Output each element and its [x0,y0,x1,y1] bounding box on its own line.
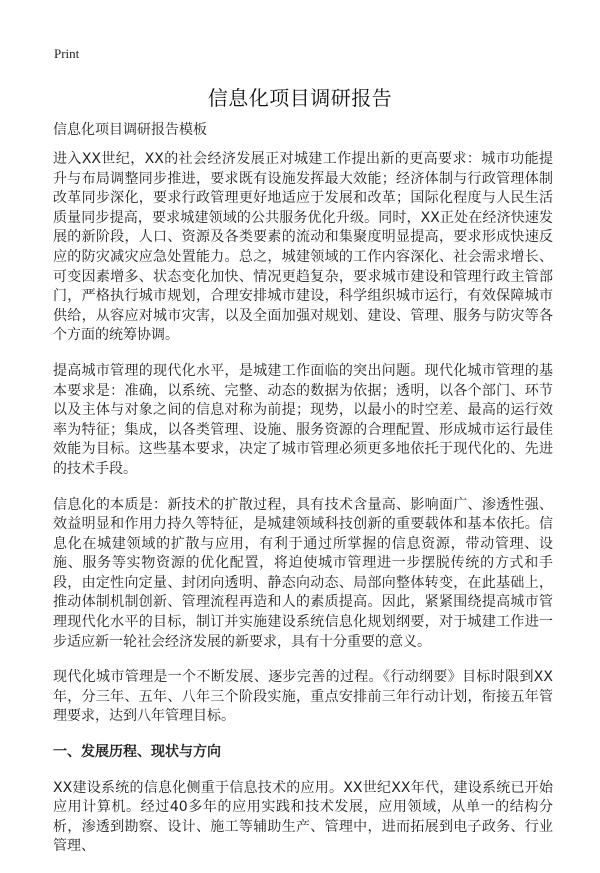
document-body [53,150,553,873]
section-heading: 一、发展历程、现状与方向 [53,744,221,761]
paragraph-3: 信息化的本质是：新技术的扩散过程，具有技术含量高、影响面广、渗透性强、效益明显和作用力持久等特征，是城建领域科技创新的重要载体和基本依托。信息化在城建领域的扩散与应用，有利于通过所掌握的信息资源，带动管理、设施、服务等实物资源的优化配置，将迫使城市管理进一步摆脱传统的方式和手段，由定性向定量、封闭向透明、静态向动态、局部向整体转变，在此基础上，推动体制机制创新、管理流程再造和人的素质提高。因此，紧紧围绕提高城市管理现代化水平的目标，制订并实施建设系统信息化规划纲要，对于城建工作进一步适应新一轮社会经济发展的新要求，具有十分重要的意义。 [53,496,553,650]
document-subtitle: 信息化项目调研报告模板 [53,122,207,138]
paragraph-4: 现代化城市管理是一个不断发展、逐步完善的过程。《行动纲要》目标时限到XX年，分三年、五年、八年三个阶段实施，重点安排前三年行动计划，衔接五年管理要求，达到八年管理目标。 [53,669,553,725]
paragraph-2: 提高城市管理的现代化水平，是城建工作面临的突出问题。现代化城市管理的基本要求是：准确，以系统、完整、动态的数据为依据；透明，以各个部门、环节以及主体与对象之间的信息对称为前提；现势，以最小的时空差、最高的运行效率为特征；集成，以各类管理、设施、服务资源的合理配置、形成城市运行最佳效能为目标。这些基本要求，决定了城市管理必须更多地依托于现代化的、先进的技术手段。 [53,362,553,477]
print-link[interactable]: Print [54,46,80,61]
document-title: 信息化项目调研报告 [207,86,393,110]
section-paragraph: XX建设系统的信息化侧重于信息技术的应用。XX世纪XX年代，建设系统已开始应用计算机。经过40多年的应用实践和技术发展，应用领域，从单一的结构分析，渗透到勘察、设计、施工等辅助生产、管理中，进而拓展到电子政务、行业管理、 [53,779,553,855]
paragraph-1: 进入XX世纪，XX的社会经济发展正对城建工作提出新的更高要求：城市功能提升与布局调整同步推进，要求既有设施发挥最大效能；经济体制与行政管理体制改革同步深化，要求行政管理更好地适应于发展和改革；国际化程度与人民生活质量同步提高，要求城建领域的公共服务优化升级。同时，XX正处在经济快速发展的新阶段，人口、资源及各类要素的流动和集聚度明显提高，要求形成快速反应的防灾减灾应急处置能力。总之，城建领域的工作内容深化、社会需求增长、可变因素增多、状态变化加快、情况更趋复杂，要求城市建设和管理行政主管部门，严格执行城市规划，合理安排城市建设，科学组织城市运行，有效保障城市供给，从容应对城市灾害，以及全面加强对规划、建设、管理、服务与防灾等各个方面的统筹协调。 [53,151,553,344]
